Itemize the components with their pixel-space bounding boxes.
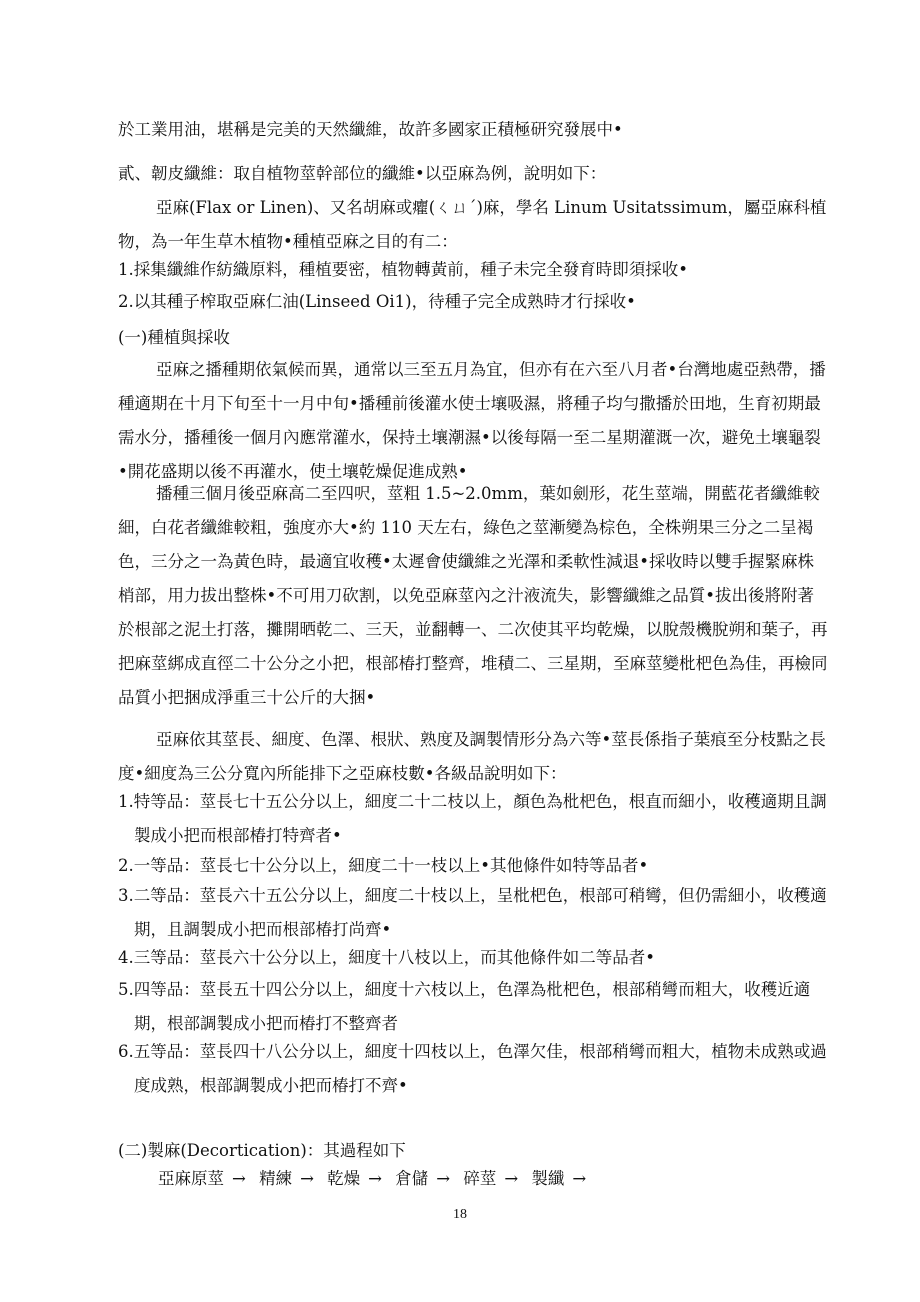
grade-item-fifth: 6.五等品：莖長四十八公分以上，細度十四枝以上，色澤欠佳，根部稍彎而粗大，植物未成熟或過度成熟，根部調製成小把而椿打不齊• bbox=[118, 1042, 827, 1095]
subheading-decortication: (二)製麻(Decortication)：其過程如下 bbox=[118, 1141, 406, 1160]
list-item-purpose-1: 1.採集纖維作紡織原料，種植要密，植物轉黃前，種子未完全發育時即須採收• bbox=[118, 260, 688, 279]
paragraph-flax-intro: 亞麻(Flax or Linen)、又名胡麻或癯(ㄑㄩˊ)麻，學名 Linum Usitatssimum，屬亞麻科植物，為一年生草木植物•種植亞麻之目的有二： bbox=[118, 198, 827, 251]
paragraph-continuation: 於工業用油，堪稱是完美的天然纖維，故許多國家正積極研究發展中• bbox=[118, 120, 623, 139]
grade-item-third: 4.三等品：莖長六十公分以上，細度十八枝以上，而其他條件如二等品者• bbox=[118, 948, 655, 967]
flow-step: 倉儲 bbox=[395, 1169, 429, 1188]
section-heading-bast-fiber: 貳、韌皮纖維：取自植物莖幹部位的纖維•以亞麻為例，說明如下： bbox=[118, 164, 607, 183]
subheading-planting: (一)種植與採收 bbox=[118, 328, 230, 347]
grade-item-second: 3.二等品：莖長六十五公分以上，細度二十枝以上，呈枇杷色，根部可稍彎，但仍需細小，收穫適期，且調製成小把而根部椿打尚齊• bbox=[118, 886, 827, 939]
flow-step: 乾燥 bbox=[327, 1169, 361, 1188]
paragraph-harvest: 播種三個月後亞麻高二至四呎，莖粗 1.5~2.0mm，葉如劍形，花生莖端，開藍花者纖維較細，白花者纖維較粗，強度亦大•約 110 天左右，綠色之莖漸變為棕色，全株朔果三分之二呈褐色，三分之一為黃色時，最適宜收穫•太遲會使纖維之光澤和柔軟性減退•採收時以雙手握緊麻株梢部，用力拔出整株•不可用刀砍割，以免亞麻莖內之汁液流失，影響纖維之品質•拔出後將附著於根部之泥土打落，攤開晒乾二、三天，並翻轉一、二次使其平均乾燥，以脫殼機脫朔和葉子，再把麻莖綁成直徑二十公分之小把，根部椿打整齊，堆積二、三星期，至麻莖變枇杷色為佳，再檢同品質小把捆成淨重三十公斤的大捆• bbox=[118, 484, 828, 707]
flow-arrow: → bbox=[232, 1169, 246, 1188]
flow-arrow: → bbox=[436, 1169, 451, 1188]
flow-step: 製纖 bbox=[531, 1169, 565, 1188]
page-number: 18 bbox=[453, 1207, 467, 1222]
grade-item-first: 2.一等品：莖長七十公分以上，細度二十一枝以上•其他條件如特等品者• bbox=[118, 856, 649, 875]
flow-step: 精練 bbox=[259, 1169, 293, 1188]
flow-arrow: → bbox=[300, 1169, 314, 1188]
paragraph-sowing: 亞麻之播種期依氣候而異，通常以三至五月為宜，但亦有在六至八月者•台灣地處亞熱帶，播種適期在十月下旬至十一月中旬•播種前後灌水使士壤吸濕，將種子均勻撒播於田地，生育初期最需水分，播種後一個月內應常灌水，保持土壤潮濕•以後每隔一至二星期灌溉一次，避免土壤龜裂•開花盛期以後不再灌水，使土壤乾燥促進成熟• bbox=[118, 360, 826, 481]
paragraph-grading: 亞麻依其莖長、細度、色澤、根狀、熟度及調製情形分為六等•莖長係指子葉痕至分枝點之長度•細度為三公分寬內所能排下之亞麻枝數•各級品說明如下： bbox=[118, 730, 826, 783]
grade-item-fourth: 5.四等品：莖長五十四公分以上，細度十六枝以上，色澤為枇杷色，根部稍彎而粗大，收穫近適期，根部調製成小把而椿打不整齊者 bbox=[118, 980, 811, 1033]
list-item-purpose-2: 2.以其種子榨取亞麻仁油(Linseed Oi1)，待種子完全成熟時才行採收• bbox=[118, 292, 636, 311]
process-flow bbox=[158, 1162, 594, 1196]
flow-arrow: → bbox=[572, 1169, 587, 1188]
grade-item-special: 1.特等品：莖長七十五公分以上，細度二十二枝以上，顏色為枇杷色，根直而細小，收穫適期且調製成小把而根部椿打特齊者• bbox=[118, 792, 827, 845]
flow-step: 亞麻原莖 bbox=[158, 1169, 224, 1188]
flow-arrow: → bbox=[368, 1169, 382, 1188]
flow-arrow: → bbox=[504, 1169, 519, 1188]
flow-step: 碎莖 bbox=[463, 1169, 497, 1188]
